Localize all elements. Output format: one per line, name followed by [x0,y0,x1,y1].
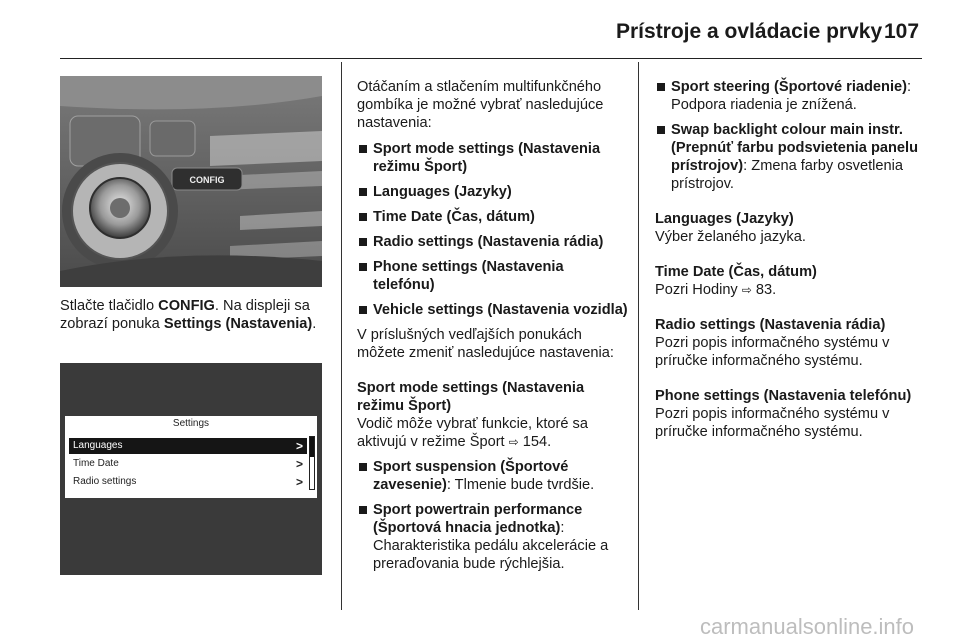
dashboard-illustration [60,76,322,287]
chevron-right-icon: > [295,475,303,489]
header-divider [60,58,922,59]
display-row-label: Languages [73,440,123,451]
option-label: Sport powertrain performance (Športová hnacia jednotka) [373,502,583,536]
page-header [0,0,960,58]
text-run: . [547,434,552,450]
list-item: Sport mode settings (Nastavenia režimu Šport) [357,140,629,176]
config-instruction [60,297,330,333]
display-row-radio-settings [69,474,307,490]
text-run: Vodič môže vybrať funkcie, ktoré sa aktivujú v režime Šport [357,416,588,450]
display-row-time-date [69,456,307,472]
text-run: . Na displeji sa zobrazí ponuka [60,298,310,332]
text-run-bold: CONFIG [158,298,215,314]
page-number: 107 [884,20,920,43]
column-1 [60,297,330,333]
list-item: Vehicle settings (Nastavenia vozidla) [357,301,629,319]
section-text: Pozri popis informačného systému v príručke informačného systému. [655,335,890,369]
text-run: . [312,316,317,332]
column-3 [655,78,925,441]
list-item [357,458,629,494]
display-row-languages [69,438,307,454]
option-label: Sport suspension (Športové zavesenie) [373,459,569,493]
display-title: Settings [172,418,210,429]
chevron-right-icon: > [295,457,303,471]
display-scrollbar [309,436,315,490]
sport-options-list-cont [655,78,925,193]
option-text: : Tlmenie bude tvrdšie. [446,477,595,493]
section-heading: Time Date (Čas, dátum) [655,264,817,280]
list-item: Radio settings (Nastavenia rádia) [357,233,629,251]
text-run: . [772,282,777,298]
text-run: Stlačte tlačidlo [60,298,159,314]
settings-display-image [60,363,322,575]
page-reference-arrow-icon: ⇨ [741,283,752,297]
settings-display-panel [65,416,317,498]
scroll-thumb [310,437,314,457]
chevron-right-icon: > [295,439,303,453]
list-item: Phone settings (Nastavenia telefónu) [357,258,629,294]
list-item [655,78,925,114]
text-run-bold: Settings (Nastavenia) [163,316,313,332]
option-text: : Charakteristika pedálu akcelerácie a preraďovania bude rýchlejšia. [373,520,609,572]
sport-options-list [357,458,629,573]
option-label: Sport steering (Športové riadenie) [671,79,907,95]
section-text: Pozri popis informačného systému v príručke informačného systému. [655,406,890,440]
page-reference[interactable]: 83 [755,282,773,298]
section-heading: Languages (Jazyky) [655,211,794,227]
list-item [655,121,925,193]
page-reference-arrow-icon: ⇨ [508,435,519,449]
option-text: : Podpora riadenia je znížená. [671,79,912,113]
display-row-label: Radio settings [73,476,137,487]
watermark: carmanualsonline.info [700,614,915,639]
config-button-photo [60,76,322,287]
section-text [357,415,629,451]
display-row-label: Time Date [73,458,119,469]
settings-menu-list [357,140,629,319]
section-heading: Radio settings (Nastavenia rádia) [655,317,886,333]
list-item: Time Date (Čas, dátum) [357,208,629,226]
menu-intro: Otáčaním a stlačením multifunkčného gombíka je možné vybrať nasledujúce nastavenia: [357,79,604,131]
section-text [655,281,925,299]
section-text: Výber želaného jazyka. [655,229,806,245]
config-button-label: CONFIG [189,175,225,185]
column-divider-1 [341,62,342,610]
column-2 [357,78,629,573]
page-title: Prístroje a ovládacie prvky [616,20,883,43]
list-item [357,501,629,573]
section-heading: Phone settings (Nastavenia telefónu) [655,388,912,404]
list-item: Languages (Jazyky) [357,183,629,201]
section-heading: Sport mode settings (Nastavenia režimu Šport) [357,380,585,414]
column-divider-2 [638,62,639,610]
option-label: Swap backlight colour main instr. (Prepnúť farbu podsvietenia panelu prístrojov) [671,122,919,174]
submenu-intro: V príslušných vedľajších ponukách môžete zmeniť nasledujúce nastavenia: [357,327,614,361]
text-run: Pozri Hodiny [655,282,742,298]
option-text: : Zmena farby osvetlenia prístrojov. [671,158,903,192]
page-reference[interactable]: 154 [522,434,548,450]
